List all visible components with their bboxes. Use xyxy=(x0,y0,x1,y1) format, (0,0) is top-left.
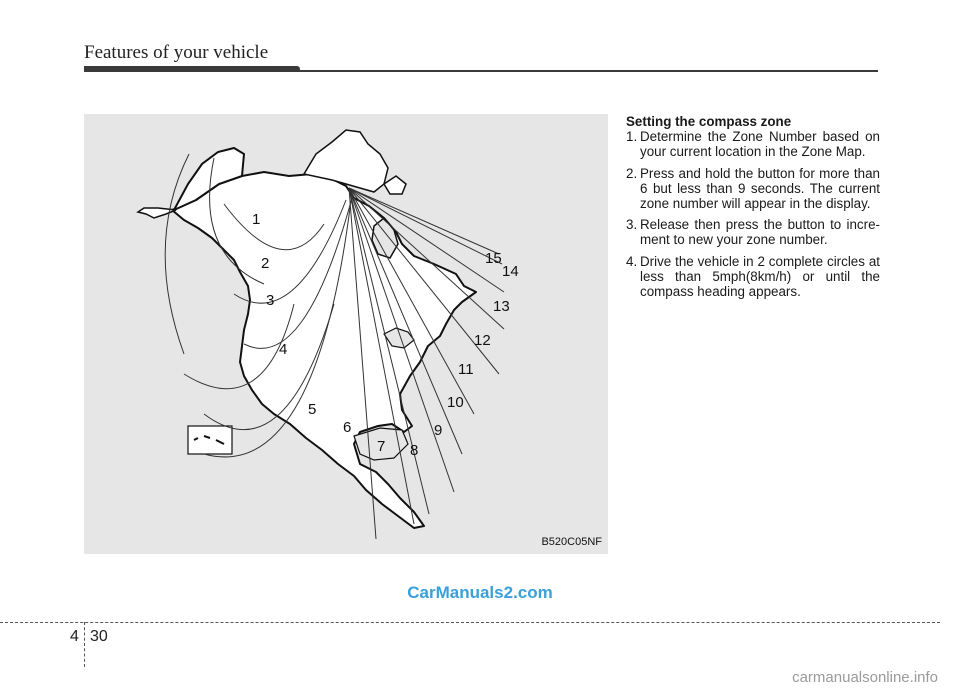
instructions-column xyxy=(626,114,880,305)
page-section-title: Features of your vehicle xyxy=(84,42,269,63)
zone-label-5: 5 xyxy=(308,401,317,418)
steps-list xyxy=(626,129,880,299)
zone-label-7: 7 xyxy=(377,438,386,455)
zone-label-15: 15 xyxy=(485,250,502,267)
step-text: Determine the Zone Number based on your current location in the Zone Map. xyxy=(640,129,880,160)
zone-label-12: 12 xyxy=(474,332,491,349)
alaska-peninsula xyxy=(138,208,176,218)
list-item xyxy=(626,254,880,300)
step-number: 3. xyxy=(626,217,638,233)
list-item xyxy=(626,166,880,212)
zone-map-illustration xyxy=(84,114,608,554)
zone-label-3: 3 xyxy=(266,292,275,309)
step-text: Press and hold the button for more than 6 but less than 9 seconds. The current zone number will appear in the display. xyxy=(640,165,880,212)
zone-label-1: 1 xyxy=(252,211,261,228)
step-number: 1. xyxy=(626,129,638,145)
zone-label-11: 11 xyxy=(458,361,474,378)
header-accent-bar xyxy=(84,66,300,72)
step-text: Release then press the button to incre- ment to new your zone number. xyxy=(640,217,880,248)
step-number: 2. xyxy=(626,165,638,181)
header-rule xyxy=(296,70,878,72)
list-item xyxy=(626,129,880,159)
continent-outline xyxy=(172,172,476,528)
footer-vertical-divider xyxy=(84,622,85,667)
zone-label-13: 13 xyxy=(493,298,510,315)
section-heading: Setting the compass zone xyxy=(626,114,792,129)
zone-label-2: 2 xyxy=(261,255,270,272)
arctic-island-small xyxy=(384,176,406,194)
figure-code: B520C05NF xyxy=(541,536,602,548)
zone-label-6: 6 xyxy=(343,419,352,436)
page-number: 30 xyxy=(90,628,108,645)
footer-site-link[interactable]: carmanualsonline.info xyxy=(792,669,938,686)
step-text: Drive the vehicle in 2 complete circles at less than 5mph(8km/h) or until the compass heading appears. xyxy=(640,253,880,300)
zone-label-9: 9 xyxy=(434,422,443,439)
list-item xyxy=(626,217,880,247)
step-number: 4. xyxy=(626,253,638,269)
zone-label-14: 14 xyxy=(502,263,519,280)
compass-zone-map xyxy=(84,114,608,554)
chapter-number: 4 xyxy=(70,628,79,645)
watermark-link[interactable]: CarManuals2.com xyxy=(407,583,553,602)
footer-divider xyxy=(0,622,940,623)
zone-label-10: 10 xyxy=(447,394,464,411)
zone-label-4: 4 xyxy=(279,341,288,358)
zone-label-8: 8 xyxy=(410,442,419,459)
